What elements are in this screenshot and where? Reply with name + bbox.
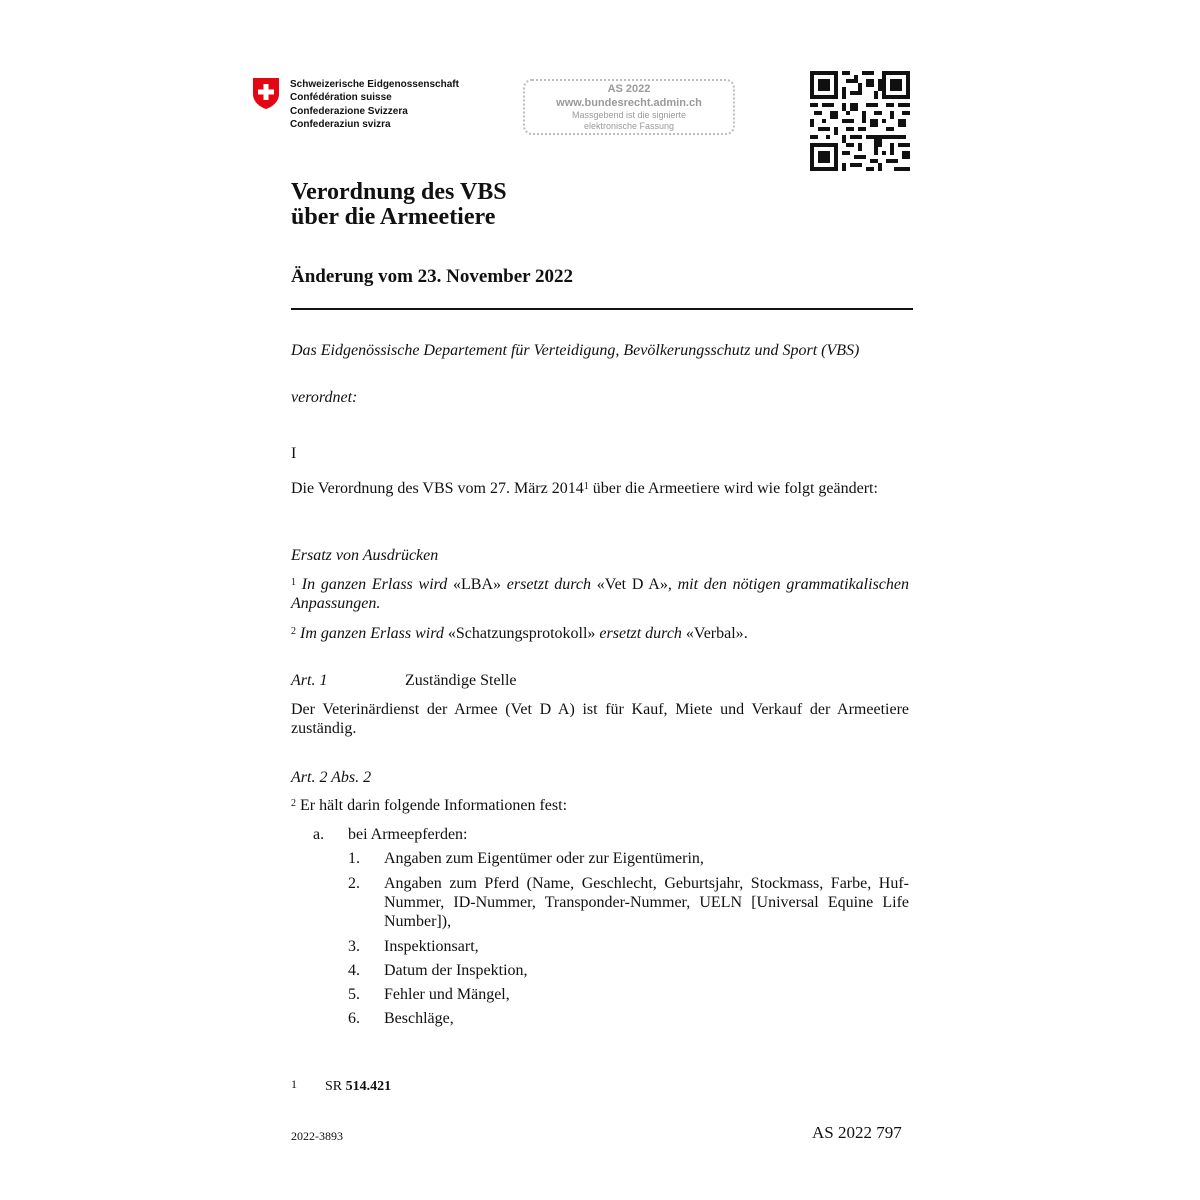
document-title bbox=[291, 180, 507, 230]
article-1-number: Art. 1 bbox=[291, 672, 328, 689]
stamp-line-4: elektronische Fassung bbox=[583, 121, 675, 131]
intro-paragraph bbox=[291, 479, 909, 498]
sub-item-label: 1. bbox=[348, 850, 360, 867]
sub-item-text: Fehler und Mängel, bbox=[384, 986, 510, 1003]
paragraph-number: 2 bbox=[291, 798, 296, 809]
ersatz-heading: Ersatz von Ausdrücken bbox=[291, 547, 439, 564]
ersatz-1-term-new: «Vet D A» bbox=[596, 576, 668, 593]
article-2-paragraph bbox=[291, 796, 567, 815]
sub-item-text: Angaben zum Eigentümer oder zur Eigentümerin, bbox=[384, 850, 704, 867]
stamp-line-1: AS 2022 bbox=[607, 83, 651, 95]
sub-item-text: Angaben zum Pferd (Name, Geschlecht, Geburtsjahr, Stockmass, Farbe, Huf-Nummer, ID-Nummer, Transponder-Nummer, UELN [Universal Equine Life Number]), bbox=[384, 875, 909, 930]
sub-item-label: 4. bbox=[348, 962, 360, 979]
ersatz-1-text-e: , mit den nötigen grammatikalischen Anpassungen. bbox=[291, 576, 909, 612]
paragraph-number: 1 bbox=[291, 577, 296, 588]
swiss-crest-icon bbox=[252, 77, 280, 110]
federation-name-fr: Confédération suisse bbox=[290, 92, 392, 104]
federation-name-de: Schweizerische Eidgenossenschaft bbox=[290, 79, 459, 90]
ersatz-1-text-c: ersetzt durch bbox=[501, 576, 597, 593]
title-line-1: Verordnung des VBS bbox=[291, 179, 507, 205]
article-2-heading: Art. 2 Abs. 2 bbox=[291, 769, 372, 786]
document-number: 2022-3893 bbox=[291, 1129, 343, 1143]
article-2-text: Er hält darin folgende Informationen fest: bbox=[296, 797, 568, 814]
list-item-label: a. bbox=[313, 826, 325, 843]
section-roman-numeral: I bbox=[291, 445, 297, 462]
qr-code-icon bbox=[810, 71, 910, 171]
ersatz-2-term-old: «Schatzungsprotokoll» bbox=[447, 625, 596, 642]
title-line-2: über die Armeetiere bbox=[291, 204, 496, 230]
sub-item-text: Inspektionsart, bbox=[384, 938, 479, 955]
preamble: Das Eidgenössische Departement für Verteidigung, Bevölkerungsschutz und Sport (VBS) bbox=[291, 342, 860, 359]
stamp-line-3: Massgebend ist die signierte bbox=[571, 110, 687, 120]
intro-text-after: über die Armeetiere wird wie folgt geändert: bbox=[588, 480, 878, 497]
footnote-reference: 514.421 bbox=[345, 1079, 392, 1094]
sub-item-label: 2. bbox=[348, 875, 360, 892]
ersatz-2-text-e: . bbox=[743, 625, 748, 642]
federation-names bbox=[290, 78, 459, 132]
official-collection-number: AS 2022 797 bbox=[812, 1123, 902, 1142]
footnote-ref: 1 bbox=[583, 481, 589, 492]
sub-item-label: 6. bbox=[348, 1010, 360, 1027]
footnote-text bbox=[325, 1079, 391, 1095]
ersatz-2-text-c: ersetzt durch bbox=[595, 625, 686, 642]
sub-item-label: 3. bbox=[348, 938, 360, 955]
paragraph-number: 2 bbox=[291, 626, 296, 637]
ersatz-paragraph-2 bbox=[291, 624, 909, 643]
ersatz-1-term-old: «LBA» bbox=[453, 576, 502, 593]
amendment-date: Änderung vom 23. November 2022 bbox=[291, 266, 574, 287]
ersatz-2-term-new: «Verbal» bbox=[685, 625, 744, 642]
article-1-text: Der Veterinärdienst der Armee (Vet D A) ist für Kauf, Miete und Verkauf der Armeetiere zuständig. bbox=[291, 701, 909, 737]
sub-item-text: Beschläge, bbox=[384, 1010, 454, 1027]
federation-name-it: Confederazione Svizzera bbox=[290, 105, 408, 117]
federation-name-rm: Confederaziun svizra bbox=[290, 119, 391, 131]
ersatz-2-text-a: Im ganzen Erlass wird bbox=[296, 625, 448, 642]
title-divider bbox=[291, 308, 913, 310]
official-stamp bbox=[523, 79, 735, 135]
ersatz-paragraph-1 bbox=[291, 575, 909, 613]
article-1-title: Zuständige Stelle bbox=[405, 672, 517, 689]
stamp-line-2: www.bundesrecht.admin.ch bbox=[556, 97, 702, 109]
enacting-clause: verordnet: bbox=[291, 389, 358, 406]
ersatz-1-text-a: In ganzen Erlass wird bbox=[296, 576, 454, 593]
sub-item-label: 5. bbox=[348, 986, 360, 1003]
footnote-number: 1 bbox=[291, 1077, 297, 1091]
intro-text-before: Die Verordnung des VBS vom 27. März 2014 bbox=[291, 480, 584, 497]
list-item-text: bei Armeepferden: bbox=[348, 826, 468, 843]
footnote-prefix: SR bbox=[325, 1079, 346, 1094]
sub-item-text: Datum der Inspektion, bbox=[384, 962, 528, 979]
